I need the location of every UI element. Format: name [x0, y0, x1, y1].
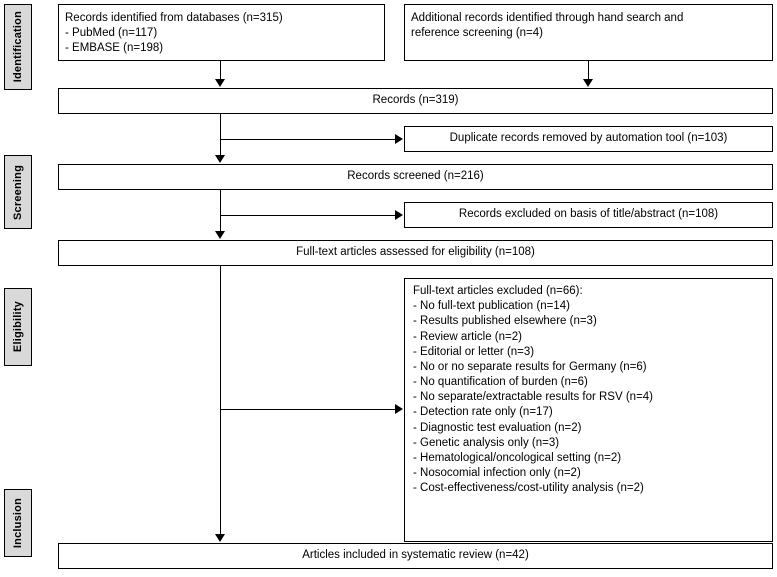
- box-articles-included: [58, 543, 773, 569]
- box-records-identified-databases: [58, 4, 385, 61]
- articles-included-text: Articles included in systematic review (n=42): [302, 549, 529, 562]
- box-records-total: [58, 88, 773, 114]
- exclusion-reason-11: - Hematological/oncological setting (n=2): [413, 451, 622, 464]
- box-records-screened: [58, 164, 773, 190]
- box-duplicates-removed: [404, 126, 773, 152]
- arrowhead-screened-to-fulltext: [215, 231, 225, 239]
- hand-search-line-2: reference screening (n=4): [411, 27, 544, 40]
- databases-line-2: - PubMed (n=117): [65, 27, 158, 40]
- exclusion-reason-13: - Cost-effectiveness/cost-utility analysis (n=2): [413, 482, 644, 495]
- full-text-assessed-text: Full-text articles assessed for eligibility (n=108): [296, 246, 535, 259]
- connector-screened-to-fulltext: [220, 190, 221, 232]
- connector-databases-to-records: [220, 61, 221, 80]
- phase-label-screening: [4, 155, 32, 229]
- records-screened-text: Records screened (n=216): [347, 170, 484, 183]
- phase-label-inclusion: [4, 489, 32, 557]
- exclusion-reason-1: - No full-text publication (n=14): [413, 300, 570, 313]
- full-text-excluded-heading: Full-text articles excluded (n=66):: [413, 285, 583, 297]
- phase-label-inclusion-text: Inclusion: [12, 497, 24, 549]
- box-full-text-assessed: [58, 240, 773, 266]
- exclusion-reason-4: - Editorial or letter (n=3): [413, 345, 535, 358]
- arrowhead-records-to-screened: [215, 155, 225, 163]
- databases-line-3: - EMBASE (n=198): [65, 42, 164, 55]
- box-full-text-excluded: [404, 278, 773, 542]
- arrowhead-databases-to-records: [215, 79, 225, 87]
- box-records-excluded-title-abstract: [404, 202, 773, 228]
- arrowhead-screened-to-excluded: [395, 210, 403, 220]
- exclusion-reason-2: - Results published elsewhere (n=3): [413, 315, 597, 328]
- exclusion-reason-6: - No quantification of burden (n=6): [413, 376, 588, 389]
- records-total-text: Records (n=319): [372, 94, 459, 107]
- box-additional-records-hand-search: [404, 4, 773, 61]
- phase-label-identification-text: Identification: [12, 11, 24, 83]
- exclusion-reason-10: - Genetic analysis only (n=3): [413, 436, 560, 449]
- phase-label-eligibility-text: Eligibility: [12, 301, 24, 353]
- exclusion-reason-8: - Detection rate only (n=17): [413, 406, 553, 419]
- exclusion-reason-7: - No separate/extractable results for RSV (n=4): [413, 391, 654, 404]
- phase-label-identification: [4, 4, 32, 90]
- connector-fulltext-to-excluded: [220, 409, 396, 410]
- databases-line-1: Records identified from databases (n=315): [65, 12, 283, 24]
- records-excluded-text: Records excluded on basis of title/abstract (n=108): [458, 208, 719, 221]
- exclusion-reason-5: - No or no separate results for Germany (n=6): [413, 360, 647, 373]
- arrowhead-handsearch-to-records: [583, 79, 593, 87]
- connector-screened-to-excluded: [220, 215, 396, 216]
- phase-label-eligibility: [4, 288, 32, 366]
- exclusion-reason-12: - Nosocomial infection only (n=2): [413, 467, 581, 480]
- exclusion-reason-3: - Review article (n=2): [413, 330, 522, 343]
- connector-fulltext-to-included: [220, 266, 221, 535]
- arrowhead-fulltext-to-excluded: [395, 404, 403, 414]
- arrowhead-fulltext-to-included: [215, 534, 225, 542]
- connector-records-to-screened: [220, 114, 221, 156]
- exclusion-reason-9: - Diagnostic test evaluation (n=2): [413, 421, 582, 434]
- phase-label-screening-text: Screening: [12, 164, 24, 220]
- connector-records-to-duplicates: [220, 139, 396, 140]
- hand-search-line-1: Additional records identified through hand search and: [411, 12, 684, 24]
- duplicates-removed-text: Duplicate records removed by automation tool (n=103): [449, 132, 728, 145]
- connector-handsearch-to-records: [588, 61, 589, 80]
- arrowhead-records-to-duplicates: [395, 134, 403, 144]
